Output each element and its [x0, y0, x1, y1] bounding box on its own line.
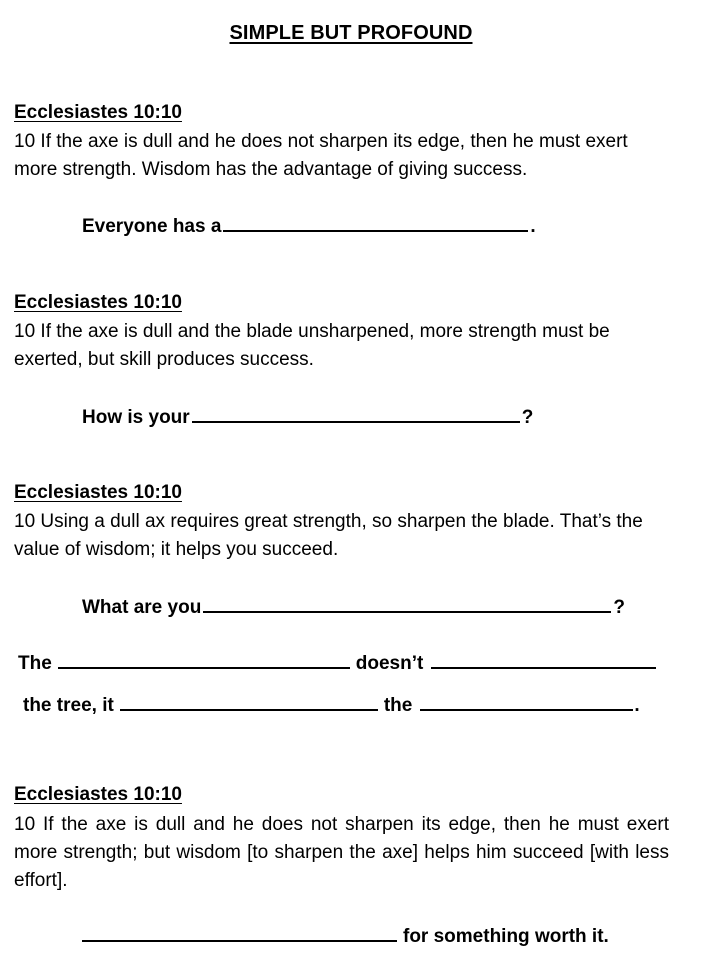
answer-blank[interactable]	[192, 403, 520, 423]
verse-text: 10 If the axe is dull and the blade unsharpened, more strength must be exerted, but skill produces success.	[14, 321, 610, 370]
answer-blank[interactable]	[120, 691, 378, 711]
fill-in-line: The doesn’t	[18, 649, 658, 675]
page-title: SIMPLE BUT PROFOUND	[229, 22, 473, 44]
answer-blank[interactable]	[223, 212, 528, 232]
verse-text: 10 Using a dull ax requires great strength, so sharpen the blade. That’s the value of wisdom; it helps you succeed.	[14, 511, 643, 560]
verse-text: 10 If the axe is dull and he does not sharpen its edge, then he must exert more strength; but wisdom [to sharpen the axe] helps him succeed [with less effort].	[14, 814, 669, 891]
fill-in-line: the tree, it the .	[23, 691, 640, 717]
answer-blank[interactable]	[420, 691, 633, 711]
fill-in-prompt: Everyone has a .	[82, 212, 536, 238]
scripture-reference: Ecclesiastes 10:10	[14, 784, 182, 805]
answer-blank[interactable]	[58, 649, 350, 669]
verse-text: 10 If the axe is dull and he does not sharpen its edge, then he must exert more strength. Wisdom has the advantage of giving success.	[14, 131, 628, 180]
answer-blank[interactable]	[203, 593, 611, 613]
answer-blank[interactable]	[82, 922, 397, 942]
fill-in-prompt: What are you ?	[82, 593, 625, 619]
scripture-reference: Ecclesiastes 10:10	[14, 102, 182, 123]
answer-blank[interactable]	[431, 649, 656, 669]
fill-in-prompt: How is your ?	[82, 403, 533, 429]
scripture-reference: Ecclesiastes 10:10	[14, 292, 182, 313]
scripture-reference: Ecclesiastes 10:10	[14, 482, 182, 503]
fill-in-prompt: for something worth it.	[82, 922, 609, 948]
